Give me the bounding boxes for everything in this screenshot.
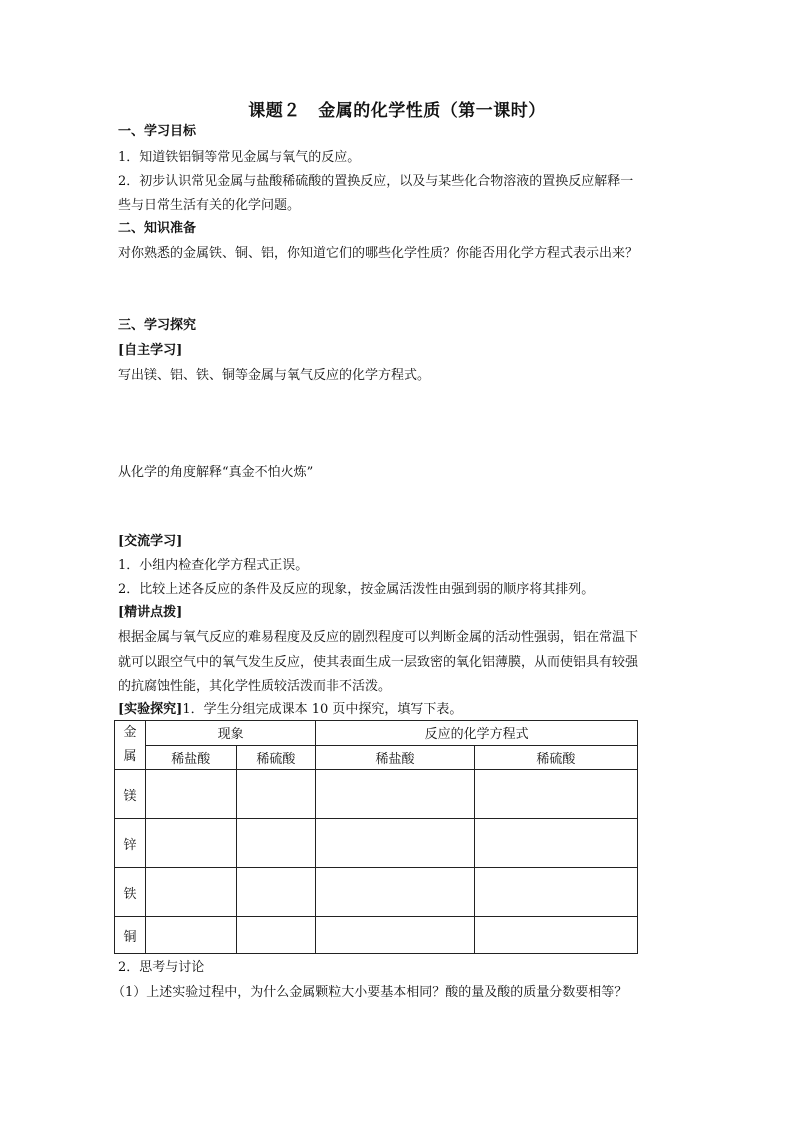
gold-question: 从化学的角度解释“真金不怕火炼” xyxy=(118,465,314,480)
metal-cell: 锌 xyxy=(115,819,146,868)
answer-cell[interactable] xyxy=(474,917,637,954)
answer-cell[interactable] xyxy=(236,868,316,917)
goal-1: 1．知道铁铝铜等常见金属与氧气的反应。 xyxy=(118,150,361,165)
exchange-tag: [交流学习] xyxy=(118,534,183,549)
lecture-line-2: 就可以跟空气中的氧气发生反应，使其表面生成一层致密的氧化铝薄膜，从而使铝具有较强 xyxy=(118,655,639,670)
answer-cell[interactable] xyxy=(474,770,637,819)
exchange-item-1: 1．小组内检查化学方程式正误。 xyxy=(118,558,309,573)
table-row xyxy=(115,819,638,868)
answer-cell[interactable] xyxy=(474,868,637,917)
metal-cell: 铁 xyxy=(115,868,146,917)
answer-cell[interactable] xyxy=(474,819,637,868)
lecture-line-1: 根据金属与氧气反应的难易程度及反应的剧烈程度可以判断金属的活动性强弱，铝在常温下 xyxy=(118,630,639,645)
prep-text: 对你熟悉的金属铁、铜、铝，你知道它们的哪些化学性质？你能否用化学方程式表示出来？ xyxy=(118,246,639,261)
answer-cell[interactable] xyxy=(145,770,236,819)
experiment-line xyxy=(118,700,678,720)
self-study-tag: [自主学习] xyxy=(118,343,183,358)
metal-header-bottom: 属 xyxy=(123,749,137,764)
page-title: 课题２ 金属的化学性质（第一课时） xyxy=(248,101,546,121)
answer-cell[interactable] xyxy=(145,868,236,917)
answer-cell[interactable] xyxy=(316,917,474,954)
answer-cell[interactable] xyxy=(316,770,474,819)
phenomenon-header: 现象 xyxy=(145,721,315,746)
experiment-tag: [实验探究] xyxy=(118,702,183,717)
table-row xyxy=(115,917,638,954)
answer-cell[interactable] xyxy=(236,770,316,819)
lecture-line-3: 的抗腐蚀性能，其化学性质较活泼而非不活泼。 xyxy=(118,679,392,694)
phenomenon-h2so4-header: 稀硫酸 xyxy=(236,745,316,770)
phenomenon-hcl-header: 稀盐酸 xyxy=(145,745,236,770)
think-heading: 2．思考与讨论 xyxy=(118,960,205,975)
experiment-table xyxy=(114,720,638,954)
answer-cell[interactable] xyxy=(316,819,474,868)
table-row xyxy=(115,868,638,917)
lecture-tag: [精讲点拨] xyxy=(118,605,183,620)
metal-header-top: 金 xyxy=(123,725,137,740)
goal-2-line-1: 2．初步认识常见金属与盐酸稀硫酸的置换反应，以及与某些化合物溶液的置换反应解释一 xyxy=(118,174,634,189)
equation-header: 反应的化学方程式 xyxy=(316,721,638,746)
goals-heading: 一、学习目标 xyxy=(118,124,197,139)
prep-heading: 二、知识准备 xyxy=(118,221,197,236)
equation-hcl-header: 稀盐酸 xyxy=(316,745,474,770)
think-question-1: （1）上述实验过程中，为什么金属颗粒大小要基本相同？酸的量及酸的质量分数要相等？ xyxy=(112,985,628,1000)
exchange-item-2: 2．比较上述各反应的条件及反应的现象，按金属活泼性由强到弱的顺序将其排列。 xyxy=(118,582,595,597)
self-study-text: 写出镁、铝、铁、铜等金属与氧气反应的化学方程式。 xyxy=(118,368,431,383)
equation-h2so4-header: 稀硫酸 xyxy=(474,745,637,770)
answer-cell[interactable] xyxy=(316,868,474,917)
metal-cell: 铜 xyxy=(115,917,146,954)
metal-header xyxy=(115,721,146,770)
answer-cell[interactable] xyxy=(145,917,236,954)
answer-cell[interactable] xyxy=(236,917,316,954)
answer-cell[interactable] xyxy=(236,819,316,868)
explore-heading: 三、学习探究 xyxy=(118,318,197,333)
answer-cell[interactable] xyxy=(145,819,236,868)
experiment-text: 1．学生分组完成课本 10 页中探究，填写下表。 xyxy=(182,702,463,717)
goal-2-line-2: 些与日常生活有关的化学问题。 xyxy=(118,198,301,213)
table-row xyxy=(115,770,638,819)
metal-cell: 镁 xyxy=(115,770,146,819)
